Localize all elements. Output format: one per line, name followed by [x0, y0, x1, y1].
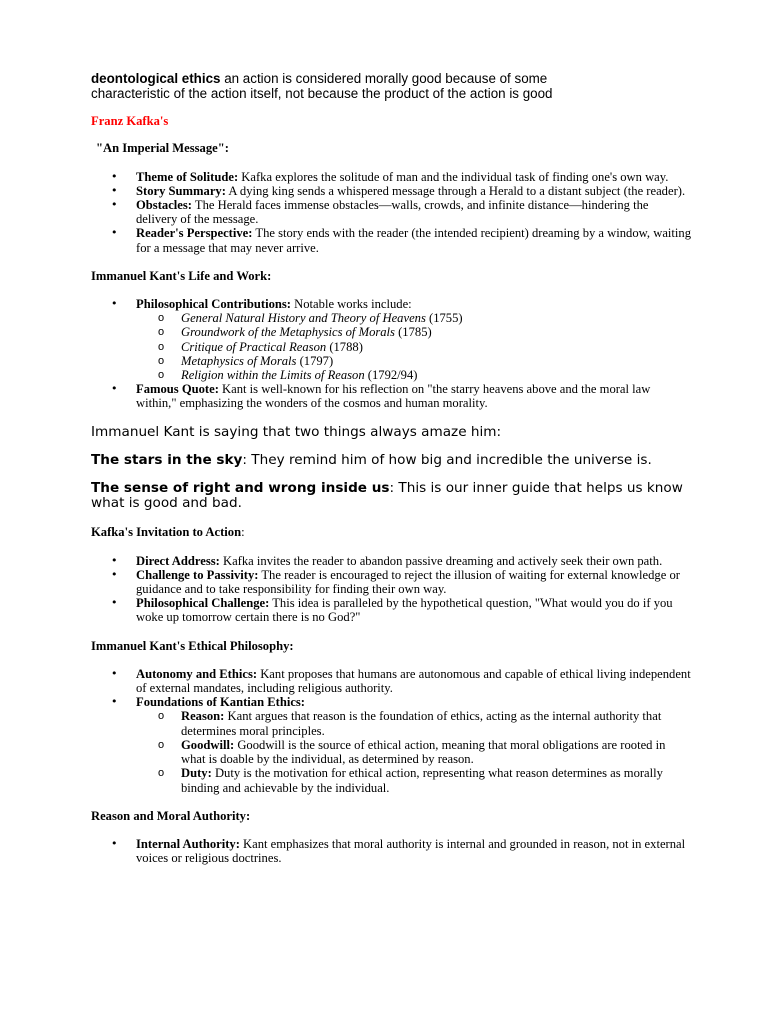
sense-label: The sense of right and wrong inside us: [91, 480, 390, 497]
imperial-message-heading-text: "An Imperial Message":: [96, 141, 229, 156]
work-year: (1788): [326, 339, 363, 354]
stars-text: : They remind him of how big and incredible the universe is.: [242, 451, 652, 468]
list-item: [91, 170, 691, 184]
ethical-heading: [91, 639, 691, 653]
work-title: Religion within the Limits of Reason: [181, 368, 365, 383]
stars-paragraph: [91, 453, 691, 468]
list-item-label: Story Summary:: [136, 183, 226, 198]
work-title: Metaphysics of Morals: [181, 353, 297, 368]
work-year: (1792/94): [364, 368, 418, 383]
list-item-label: Foundations of Kantian Ethics:: [136, 695, 306, 710]
foundation-item: [136, 709, 691, 737]
invitation-list: [91, 554, 691, 625]
list-item: [91, 568, 691, 596]
invitation-heading-colon: :: [241, 525, 245, 540]
intro-paragraph: [91, 72, 621, 101]
list-item: [91, 198, 691, 226]
work-item: [136, 340, 691, 354]
foundation-label: Reason:: [181, 709, 225, 724]
list-item-text: Kant proposes that humans are autonomous and capable of ethical living independent of external mandates, including religious authority.: [136, 666, 691, 696]
imperial-message-list: [91, 170, 691, 255]
list-item-label: Direct Address:: [136, 553, 220, 568]
authority-heading-text: Reason and Moral Authority:: [91, 808, 251, 823]
list-item: [91, 667, 691, 695]
list-item-text: The story ends with the reader (the intended recipient) dreaming by a window, waiting for a message that may never arrive.: [136, 226, 692, 255]
foundation-text: Goodwill is the source of ethical action, meaning that moral obligations are rooted in what is doable by the individual, as determined by reason.: [181, 737, 666, 767]
sense-paragraph: [91, 481, 691, 511]
list-item-text: The Herald faces immense obstacles—walls, crowds, and infinite distance—hindering the delivery of the message.: [136, 198, 649, 227]
works-list: [136, 311, 691, 382]
intro-term: deontological ethics: [91, 71, 221, 86]
list-item: [91, 382, 691, 410]
list-item-label: Philosophical Contributions:: [136, 297, 292, 312]
list-item-label: Theme of Solitude:: [136, 169, 239, 184]
invitation-heading: [91, 525, 691, 539]
sense-text: : This is our inner guide that helps us know what is good and bad.: [91, 480, 683, 512]
foundation-item: [136, 766, 691, 794]
list-item: [91, 184, 691, 198]
document-page: [91, 72, 691, 865]
foundation-item: [136, 738, 691, 766]
kafka-heading: Franz Kafka's: [91, 114, 169, 129]
foundation-label: Goodwill:: [181, 737, 235, 752]
list-item-text: This idea is paralleled by the hypothetical question, "What would you do if you woke up tomorrow certain there is no God?": [136, 596, 673, 625]
work-item: [136, 368, 691, 382]
list-item: [91, 226, 691, 254]
work-title: Groundwork of the Metaphysics of Morals: [181, 325, 395, 340]
list-item-text: Kant emphasizes that moral authority is internal and grounded in reason, not in external voices or religious doctrines.: [136, 836, 686, 866]
stars-label: The stars in the sky: [91, 451, 243, 468]
list-item-label: Famous Quote:: [136, 382, 219, 397]
amaze-intro: Immanuel Kant is saying that two things always amaze him:: [91, 423, 502, 440]
foundation-text: Kant argues that reason is the foundation of ethics, acting as the internal authority that determines moral principles.: [181, 709, 662, 738]
list-item-text: A dying king sends a whispered message through a Herald to a distant subject (the reader).: [225, 183, 686, 198]
work-year: (1797): [296, 353, 334, 368]
kant-life-list: [91, 297, 691, 411]
list-item: [91, 297, 691, 382]
kant-life-heading: [91, 269, 691, 283]
work-title: General Natural History and Theory of Heavens: [181, 311, 426, 326]
list-item-text: Kant is well-known for his reflection on "the starry heavens above and the moral law within," emphasizing the wonders of the cosmos and human morality.: [136, 382, 651, 411]
list-item: [91, 554, 691, 568]
list-item: [91, 596, 691, 624]
kant-life-heading-text: Immanuel Kant's Life and Work:: [91, 268, 272, 283]
list-item-text: Kafka invites the reader to abandon passive dreaming and actively seek their own path.: [219, 553, 663, 568]
imperial-message-heading: [91, 141, 691, 155]
foundations-list: [136, 709, 691, 794]
foundation-text: Duty is the motivation for ethical action, representing what reason determines as morally binding and achievable by the individual.: [181, 766, 663, 795]
authority-list: [91, 837, 691, 865]
work-item: [136, 354, 691, 368]
list-item-label: Obstacles:: [136, 198, 192, 212]
authority-heading: [91, 809, 691, 823]
intro-definition: an action is considered morally good because of some characteristic of the action itself, not because the product of the action is good: [91, 71, 553, 101]
list-item-text: The reader is encouraged to reject the illusion of waiting for external knowledge or guidance and to take responsibility for finding their own way.: [136, 567, 680, 597]
ethical-list: [91, 667, 691, 795]
list-item-text: Kafka explores the solitude of man and the individual task of finding one's own way.: [238, 169, 669, 184]
list-item-text: Notable works include:: [291, 297, 412, 312]
foundation-label: Duty:: [181, 766, 212, 781]
work-title: Critique of Practical Reason: [181, 339, 327, 354]
work-item: [136, 311, 691, 325]
ethical-heading-text: Immanuel Kant's Ethical Philosophy:: [91, 638, 294, 653]
list-item-label: Philosophical Challenge:: [136, 596, 270, 611]
list-item-label: Autonomy and Ethics:: [136, 666, 258, 681]
list-item: [91, 695, 691, 794]
list-item-label: Reader's Perspective:: [136, 226, 253, 241]
list-item: [91, 837, 691, 865]
invitation-heading-text: Kafka's Invitation to Action: [91, 525, 242, 540]
work-year: (1785): [394, 325, 432, 340]
list-item-label: Internal Authority:: [136, 836, 240, 851]
work-year: (1755): [425, 311, 463, 326]
list-item-label: Challenge to Passivity:: [136, 567, 259, 582]
work-item: [136, 325, 691, 339]
